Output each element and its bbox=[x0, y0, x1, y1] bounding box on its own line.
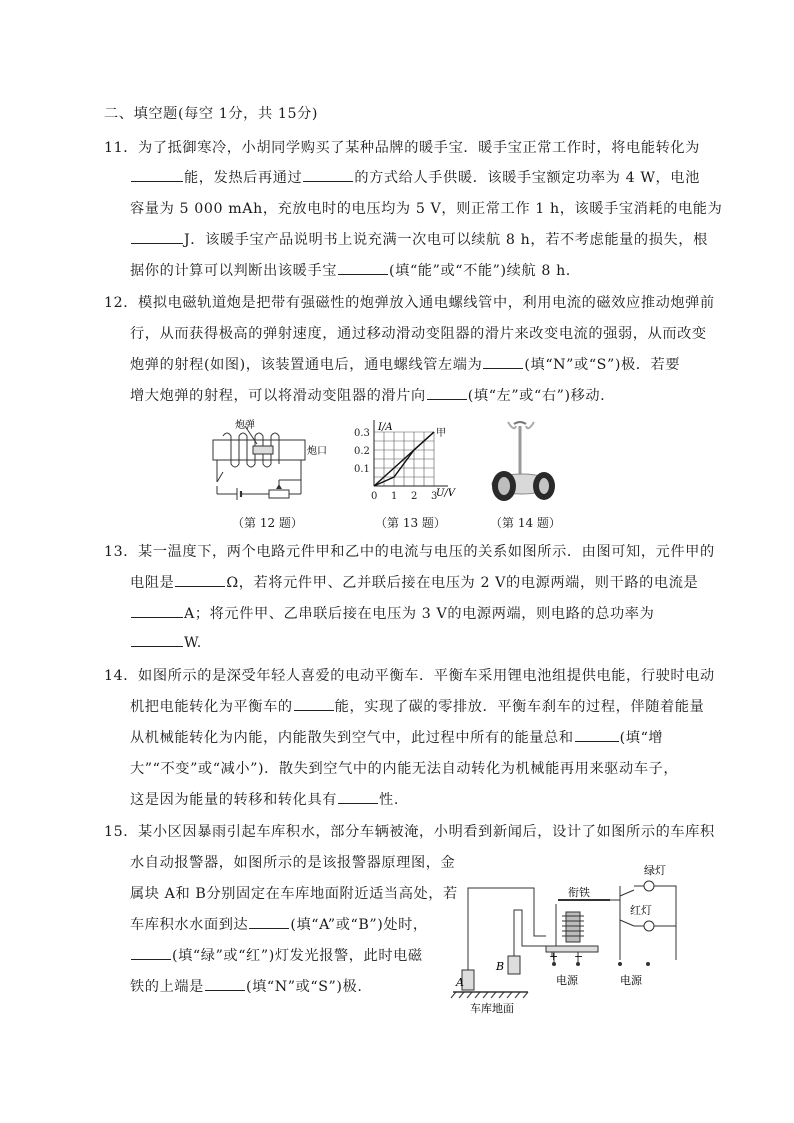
q11-line2: 能，发热后再通过 的方式给人手供暖．该暖手宝额定功率为 4 W，电池 bbox=[130, 167, 700, 187]
q12-line2: 行，从而获得极高的弹射速度，通过移动滑动变阻器的滑片来改变电流的强弱，从而改变 bbox=[130, 326, 707, 342]
x-axis-label: U/V bbox=[436, 488, 456, 499]
metal-block-b bbox=[508, 956, 520, 974]
figure-15-water-alarm-circuit bbox=[448, 860, 684, 1020]
series-jia-label: 甲 bbox=[436, 428, 446, 439]
figure-14-balance-scooter bbox=[484, 416, 564, 508]
label-b: B bbox=[496, 960, 505, 973]
answer-blank[interactable] bbox=[175, 574, 225, 587]
floor-label: 车库地面 bbox=[470, 1002, 514, 1015]
section-title: 二、填空题(每空 1分，共 15分) bbox=[104, 106, 319, 122]
q14-line4: 大”“不变”或“减小”)．散失到空气中的内能无法自动转化为机械能再用来驱动车子， bbox=[130, 761, 679, 777]
answer-blank[interactable] bbox=[427, 387, 467, 400]
answer-blank[interactable] bbox=[338, 262, 388, 275]
minus-sign: − bbox=[574, 950, 584, 963]
answer-blank[interactable] bbox=[131, 634, 183, 647]
q13-line4: W. bbox=[130, 634, 202, 651]
answer-blank[interactable] bbox=[131, 605, 183, 618]
q14-line5: 这是因为能量的转移和转化具有 性. bbox=[130, 792, 399, 808]
q12-line3: 炮弹的射程(如图)，该装置通电后，通电螺线管左端为 (填“N”或“S”)极．若要 bbox=[130, 357, 681, 373]
muzzle-label: 炮口 bbox=[307, 446, 327, 457]
answer-blank[interactable] bbox=[303, 169, 353, 182]
green-lamp-label: 绿灯 bbox=[644, 864, 666, 877]
q14-line1: 14．如图所示的是深受年轻人喜爱的电动平衡车．平衡车采用锂电池组提供电能，行驶时电动 bbox=[104, 668, 715, 684]
q11-line1: 11．为了抵御寒冷，小胡同学购买了某种品牌的暖手宝．暖手宝正常工作时，将电能转化为 bbox=[104, 140, 700, 156]
answer-blank[interactable] bbox=[575, 729, 619, 742]
q14-line3: 从机械能转化为内能，内能散失到空气中，此过程中所有的能量总和 (填“增 bbox=[130, 730, 664, 746]
y-tick-label: 0.2 bbox=[354, 446, 370, 457]
plus-sign: + bbox=[549, 950, 559, 963]
x-tick-label: 3 bbox=[431, 491, 438, 502]
answer-blank[interactable] bbox=[249, 916, 289, 929]
q15-line1: 15．某小区因暴雨引起车库积水，部分车辆被淹，小明看到新闻后，设计了如图所示的车库积 bbox=[104, 824, 715, 840]
q12-line1: 12．模拟电磁轨道炮是把带有强磁性的炮弹放入通电螺线管中，利用电流的磁效应推动炮弹前 bbox=[104, 295, 715, 311]
q13-line1: 13．某一温度下，两个电路元件甲和乙中的电流与电压的关系如图所示．由图可知，元件甲的 bbox=[104, 544, 715, 560]
answer-blank[interactable] bbox=[131, 947, 171, 960]
q15-line3: 属块 A和 B分别固定在车库地面附近适当高处，若 bbox=[130, 886, 458, 902]
switch bbox=[217, 472, 223, 482]
q12-line4: 增大炮弹的射程，可以将滑动变阻器的滑片向 (填“左”或“右”)移动. bbox=[130, 388, 606, 404]
shell-label: 炮弹 bbox=[235, 420, 255, 431]
handlebar bbox=[514, 422, 526, 424]
q11-line5: 据你的计算可以判断出该暖手宝 (填“能”或“不能”)续航 8 h. bbox=[130, 263, 571, 279]
x-tick-label: 2 bbox=[411, 491, 418, 502]
answer-blank[interactable] bbox=[131, 169, 183, 182]
caption-fig12: （第 12 题） bbox=[232, 516, 303, 530]
q15-line2: 水自动报警器，如图所示的是该报警器原理图，金 bbox=[130, 855, 456, 871]
y-tick-label: 0.1 bbox=[354, 464, 370, 475]
rheostat bbox=[269, 490, 289, 498]
y-tick-label: 0.3 bbox=[354, 428, 370, 439]
shell bbox=[253, 446, 273, 454]
q11-line4: J．该暖手宝产品说明书上说充满一次电可以续航 8 h，若不考虑能量的损失，根 bbox=[130, 229, 708, 249]
power-label-1: 电源 bbox=[556, 974, 578, 987]
armature-label: 衔铁 bbox=[568, 886, 590, 899]
answer-blank[interactable] bbox=[338, 791, 378, 804]
red-lamp-label: 红灯 bbox=[630, 904, 652, 917]
chart-tick-labels bbox=[354, 428, 437, 502]
caption-fig14: （第 14 题） bbox=[490, 516, 561, 530]
red-lamp bbox=[644, 921, 654, 931]
q13-line2: 电阻是 Ω，若将元件甲、乙并联后接在电压为 2 V的电源两端，则干路的电流是 bbox=[130, 575, 699, 591]
wire-a bbox=[468, 888, 546, 970]
x-tick-label: 0 bbox=[371, 491, 378, 502]
q13-line3: A；将元件甲、乙串联后接在电压为 3 V的电源两端，则电路的总功率为 bbox=[130, 603, 654, 623]
q15-line4: 车库积水水面到达 (填“A”或“B”)处时， bbox=[130, 917, 428, 933]
y-axis-label: I/A bbox=[378, 422, 393, 433]
answer-blank[interactable] bbox=[294, 698, 334, 711]
q15-line6: 铁的上端是 (填“N”或“S”)极. bbox=[130, 979, 363, 995]
x-tick-label: 1 bbox=[391, 491, 398, 502]
green-lamp bbox=[644, 881, 654, 891]
q11-line3: 容量为 5 000 mAh，充放电时的电压均为 5 V，则正常工作 1 h，该暖手宝消耗的电能为 bbox=[130, 201, 723, 217]
caption-fig13: （第 13 题） bbox=[375, 516, 446, 530]
answer-blank[interactable] bbox=[205, 978, 245, 991]
figure-12-railgun-circuit bbox=[205, 418, 340, 508]
power-label-2: 电源 bbox=[620, 974, 642, 987]
answer-blank[interactable] bbox=[483, 356, 523, 369]
answer-blank[interactable] bbox=[131, 231, 183, 244]
q15-line5: (填“绿”或“红”)灯发光报警，此时电磁 bbox=[130, 945, 423, 965]
label-a: A bbox=[456, 976, 464, 989]
q14-line2: 机把电能转化为平衡车的 能，实现了碳的零排放．平衡车刹车的过程，伴随着能量 bbox=[130, 699, 705, 715]
figure-13-iu-chart bbox=[352, 416, 462, 508]
